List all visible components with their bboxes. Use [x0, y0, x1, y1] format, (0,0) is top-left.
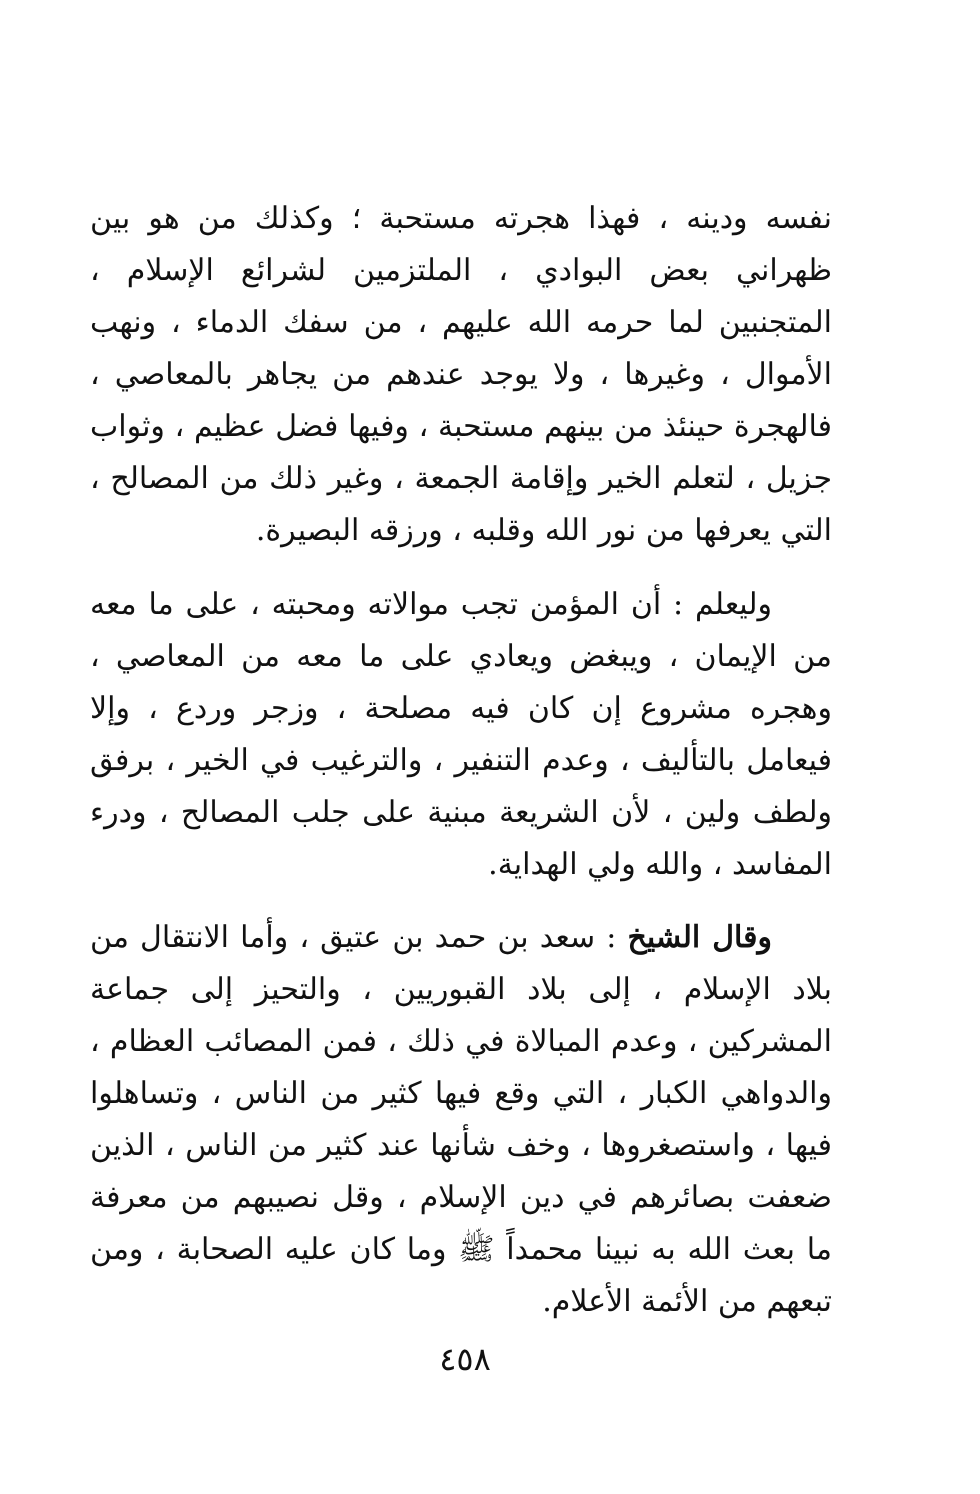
paragraph-2-text: وليعلم : أن المؤمن تجب موالاته ومحبته ، على ما معه من الإيمان ، ويبغض ويعادي على ما معه من المعاصي ، وهجره مشروع إن كان فيه مصلحة ، وزجر وردع ، وإلا فيعامل بالتأليف ، وعدم التنفير ، والترغيب في الخير ، برفق ولطف ولين ، لأن الشريعة مبنية على جلب المصالح ، ودرء المفاسد ، والله ولي الهداية. — [90, 587, 832, 882]
paragraph-3-text: : سعد بن حمد بن عتيق ، وأما الانتقال من بلاد الإسلام ، إلى بلاد القبوريين ، والتحيز إلى جماعة المشركين ، وعدم المبالاة في ذلك ، فمن المصائب العظام ، والدواهي الكبار ، التي وقع فيها كثير من الناس ، وتساهلوا فيها ، واستصغروها ، وخف شأنها عند كثير من الناس ، الذين ضعفت بصائرهم في دين الإسلام ، وقل نصيبهم من معرفة ما بعث الله به نبينا محمداً ﷺ وما كان عليه الصحابة ، ومن تبعهم من الأئمة الأعلام. — [90, 920, 832, 1319]
paragraph-2 — [90, 579, 832, 891]
speaker-heading: وقال الشيخ — [627, 920, 772, 955]
paragraph-3 — [90, 912, 832, 1328]
paragraph-1-text: نفسه ودينه ، فهذا هجرته مستحبة ؛ وكذلك من هو بين ظهراني بعض البوادي ، الملتزمين لشرائع الإسلام ، المتجنبين لما حرمه الله عليهم ، من سفك الدماء ، ونهب الأموال ، وغيرها ، ولا يوجد عندهم من يجاهر بالمعاصي ، فالهجرة حينئذ من بينهم مستحبة ، وفيها فضل عظيم ، وثواب جزيل ، لتعلم الخير وإقامة الجمعة ، وغير ذلك من المصالح ، التي يعرفها من نور الله وقلبه ، ورزقه البصيرة. — [90, 201, 833, 548]
paragraph-1 — [90, 193, 832, 557]
page-number: ٤٥٨ — [439, 1340, 491, 1378]
